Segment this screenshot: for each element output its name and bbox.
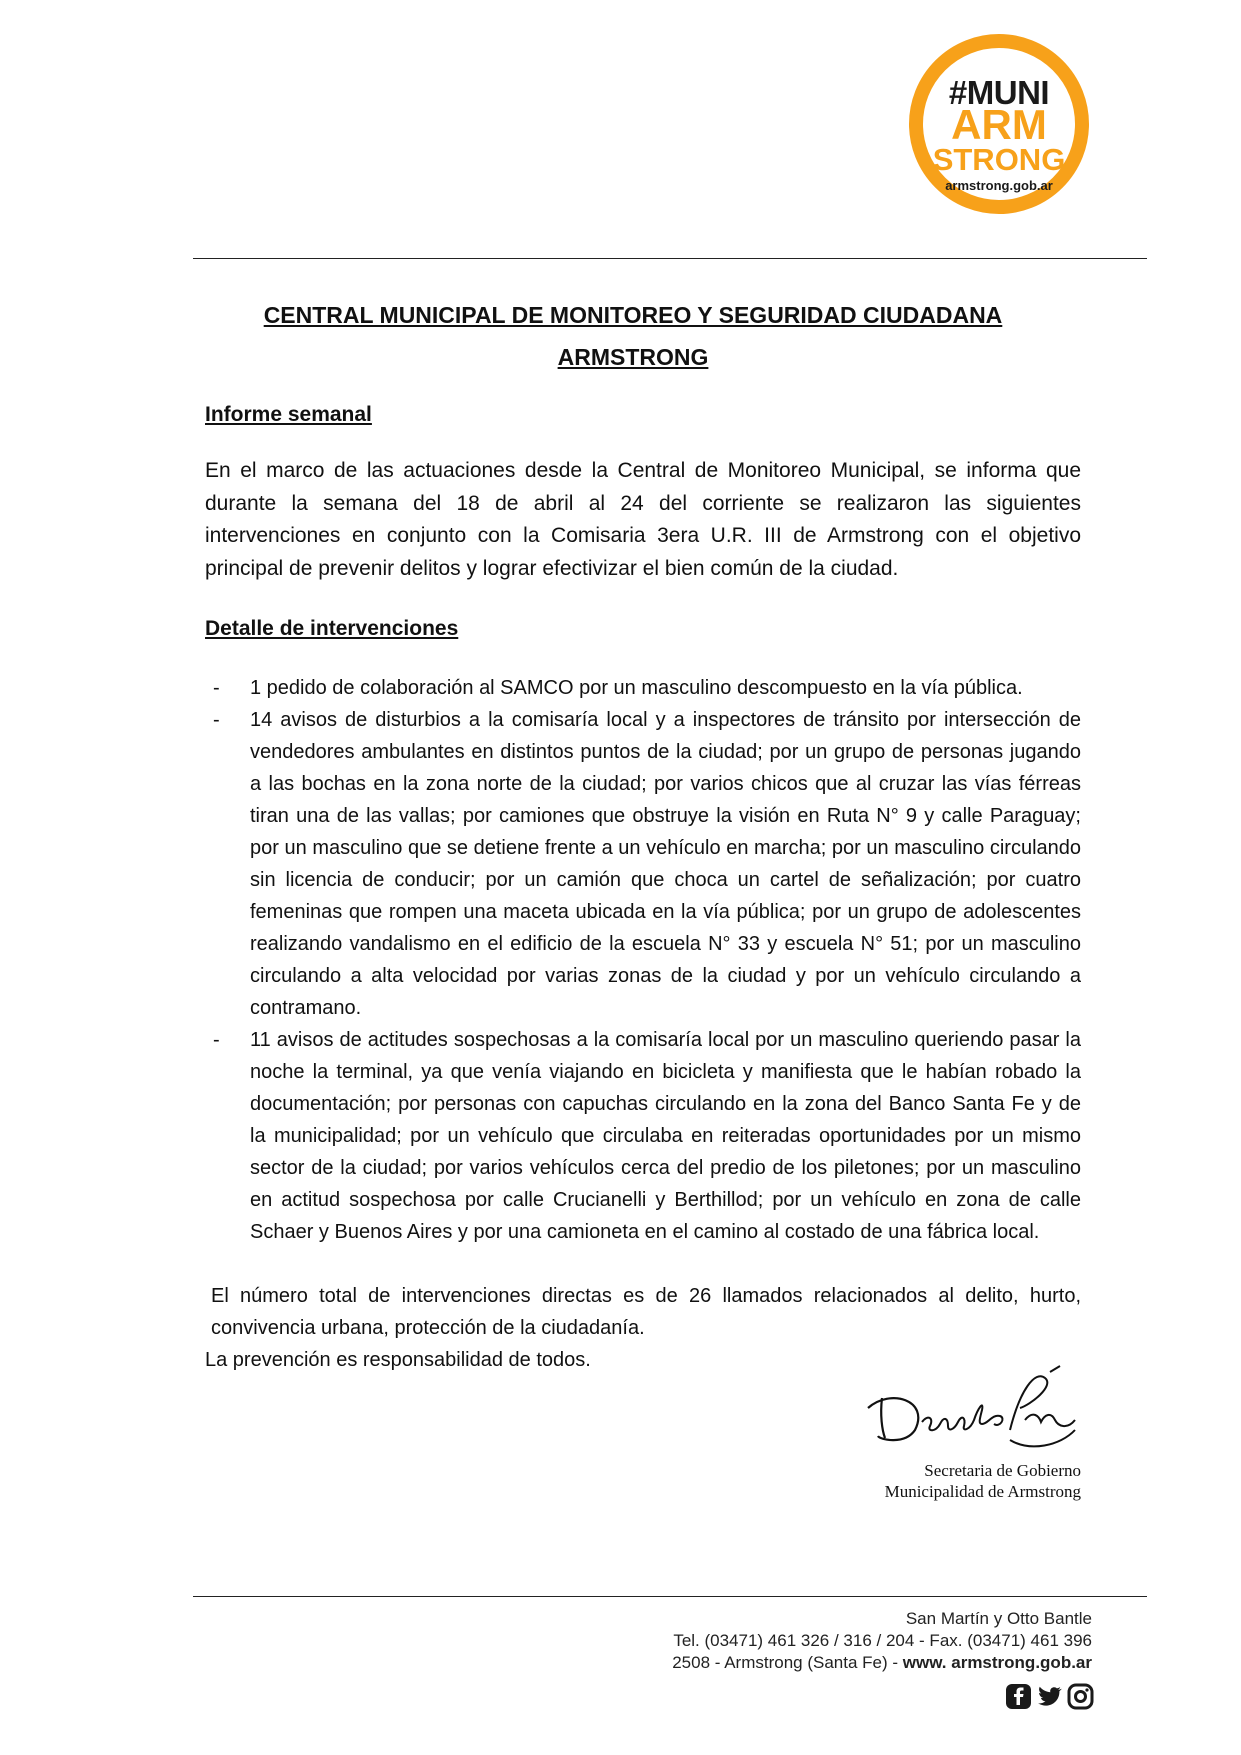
facebook-icon[interactable] <box>1005 1683 1032 1710</box>
signature-role-line2: Municipalidad de Armstrong <box>884 1482 1081 1501</box>
municipality-logo <box>909 34 1089 214</box>
list-item-text: 1 pedido de colaboración al SAMCO por un masculino descompuesto en la vía pública. <box>250 677 1023 699</box>
details-heading: Detalle de intervenciones <box>205 617 459 640</box>
signature-role <box>885 1460 1081 1502</box>
list-bullet: - <box>213 1029 220 1051</box>
list-item-text: 14 avisos de disturbios a la comisaría local y a inspectores de tránsito por intersección de vendedores ambulantes en distintos puntos de la ciudad; por un grupo de personas jugando a las bochas en la zona norte de la ciudad; por varios chicos que al cruzar las vías férreas tiran una de las vallas; por camiones que obstruye la visión en Ruta N° 9 y calle Paraguay; por un masculino que se detiene frente a un vehículo en marcha; por un masculino circulando sin licencia de conducir; por un camión que choca un cartel de señalización; por cuatro femeninas que rompen una maceta ubicada en la vía pública; por un grupo de adolescentes realizando vandalismo en el edificio de la escuela N° 33 y escuela N° 51; por un masculino circulando a alta velocidad por varias zonas de la ciudad y por un vehículo circulando a contramano. <box>250 709 1081 1019</box>
list-item <box>205 704 1081 1024</box>
social-icons <box>1005 1683 1094 1713</box>
footer-city: 2508 - Armstrong (Santa Fe) - <box>672 1653 903 1672</box>
footer-divider <box>193 1596 1147 1597</box>
signature-role-line1: Secretaria de Gobierno <box>924 1461 1081 1480</box>
footer-website[interactable]: www. armstrong.gob.ar <box>902 1653 1092 1672</box>
twitter-icon[interactable] <box>1036 1683 1063 1710</box>
header-divider <box>193 258 1147 259</box>
list-item <box>205 672 1081 704</box>
footer-city-line <box>672 1652 1092 1674</box>
report-heading: Informe semanal <box>205 403 372 426</box>
interventions-list <box>205 672 1081 1248</box>
prevention-line: La prevención es responsabilidad de todos. <box>205 1349 591 1371</box>
total-paragraph: El número total de intervenciones directas es de 26 llamados relacionados al delito, hurto, convivencia urbana, protección de la ciudadanía. <box>211 1285 1081 1339</box>
instagram-icon[interactable] <box>1067 1683 1094 1710</box>
list-item-text: 11 avisos de actitudes sospechosas a la comisaría local por un masculino queriendo pasar la noche la terminal, ya que venía viajando en bicicleta y manifiesta que le habían robado la documentación; por personas con capuchas circulando en la zona del Banco Santa Fe y de la municipalidad; por un vehículo que circulaba en reiteradas oportunidades por un mismo sector de la ciudad; por varios vehículos cerca del predio de los piletones; por un masculino en actitud sospechosa por calle Crucianelli y Berthillod; por un vehículo en zona de calle Schaer y Buenos Aires y por una camioneta en el camino al costado de una fábrica local. <box>250 1029 1081 1243</box>
report-intro-paragraph: En el marco de las actuaciones desde la Central de Monitoreo Municipal, se informa que durante la semana del 18 de abril al 24 del corriente se realizaron las siguientes intervenciones en conjunto con la Comisaria 3era U.R. III de Armstrong con el objetivo principal de prevenir delitos y lograr efectivizar el bien común de la ciudad. <box>205 459 1081 580</box>
logo-line-website: armstrong.gob.ar <box>945 178 1053 193</box>
handwritten-signature <box>860 1360 1090 1460</box>
list-item <box>205 1024 1081 1248</box>
list-bullet: - <box>213 677 220 699</box>
document-subtitle: ARMSTRONG <box>557 344 709 370</box>
footer-contact <box>672 1608 1092 1674</box>
logo-line-muni: #MUNI <box>948 74 1050 111</box>
logo-line-arm: ARM <box>951 101 1047 148</box>
list-bullet: - <box>213 709 220 731</box>
document-title: CENTRAL MUNICIPAL DE MONITOREO Y SEGURIDAD CIUDADANA <box>263 302 1003 328</box>
logo-line-strong: STRONG <box>932 142 1066 177</box>
footer-address: San Martín y Otto Bantle <box>905 1609 1092 1628</box>
footer-phones: Tel. (03471) 461 326 / 316 / 204 - Fax. (03471) 461 396 <box>673 1631 1092 1650</box>
